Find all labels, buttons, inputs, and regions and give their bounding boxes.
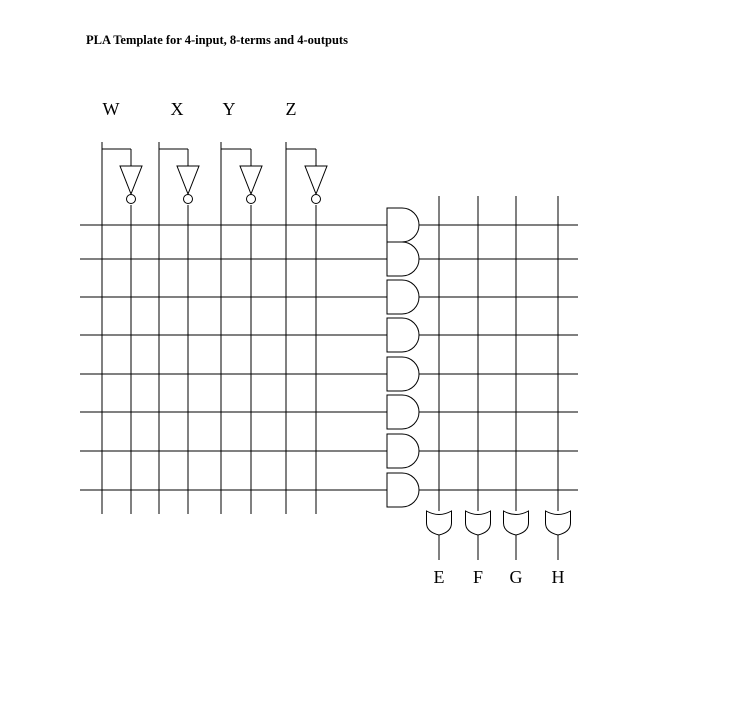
output-label-g: G: [509, 567, 523, 587]
or-gates: [427, 511, 571, 560]
and-gates: [387, 208, 419, 507]
input-labels: [103, 99, 297, 119]
or-gate-2: [466, 511, 491, 535]
output-label-e: E: [433, 567, 445, 587]
output-label-f: F: [472, 567, 484, 587]
or-array-grid: [419, 196, 578, 511]
and-gate-5: [387, 357, 419, 391]
input-label-z: Z: [285, 99, 297, 119]
or-gate-3: [504, 511, 529, 535]
and-gate-8: [387, 473, 419, 507]
and-gate-4: [387, 318, 419, 352]
and-gate-3: [387, 280, 419, 314]
input-label-w: W: [102, 99, 120, 119]
inverter-y: [240, 166, 262, 204]
inverter-z: [305, 166, 327, 204]
or-gate-1: [427, 511, 452, 535]
and-gate-2: [387, 242, 419, 276]
output-labels: [434, 567, 565, 587]
inverter-w: [120, 166, 142, 204]
or-gate-4: [546, 511, 571, 535]
page-title: PLA Template for 4-input, 8-terms and 4-outputs: [86, 33, 348, 47]
input-label-y: Y: [222, 99, 236, 119]
output-label-h: H: [551, 567, 565, 587]
inverter-x: [177, 166, 199, 204]
input-inverters: [120, 166, 327, 204]
and-gate-1: [387, 208, 419, 242]
and-array-grid: [80, 142, 387, 514]
input-label-x: X: [170, 99, 184, 119]
and-gate-6: [387, 395, 419, 429]
and-gate-7: [387, 434, 419, 468]
